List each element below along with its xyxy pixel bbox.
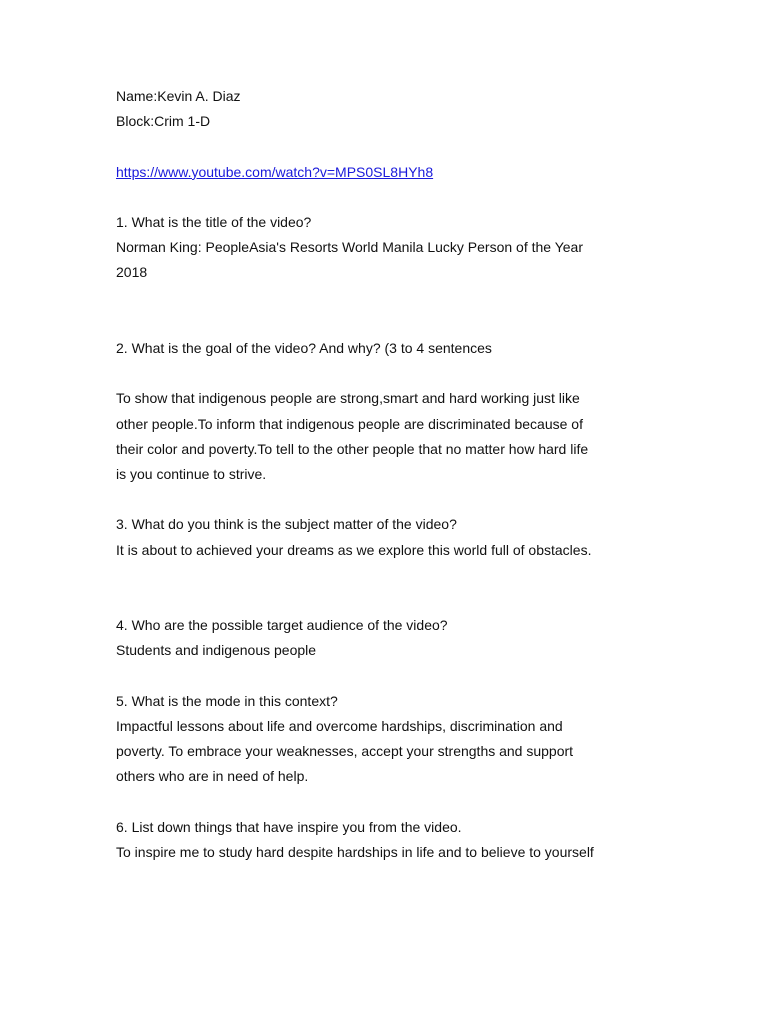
answer-2-line-2: other people.To inform that indigenous people are discriminated because of	[116, 415, 583, 432]
answer-6-line-1: To inspire me to study hard despite hardships in life and to believe to yourself	[116, 843, 594, 860]
answer-2-line-3: their color and poverty.To tell to the other people that no matter how hard life	[116, 440, 589, 457]
answer-2-line-4: is you continue to strive.	[116, 465, 267, 482]
answer-3-line-1: It is about to achieved your dreams as we explore this world full of obstacles.	[116, 541, 592, 558]
question-6: 6. List down things that have inspire you from the video.	[116, 818, 462, 835]
student-block: Block:Crim 1-D	[116, 113, 211, 130]
spacer	[116, 664, 676, 689]
answer-1-line-2: 2018	[116, 264, 148, 281]
answer-4-line-1: Students and indigenous people	[116, 642, 317, 659]
spacer	[116, 185, 676, 210]
spacer	[116, 588, 676, 613]
spacer	[116, 487, 676, 512]
spacer	[116, 134, 676, 159]
answer-5-line-1: Impactful lessons about life and overcome hardships, discrimination and	[116, 717, 563, 734]
question-1: 1. What is the title of the video?	[116, 213, 312, 230]
spacer	[116, 790, 676, 815]
question-2: 2. What is the goal of the video? And why? (3 to 4 sentences	[116, 339, 492, 356]
answer-5-line-3: others who are in need of help.	[116, 768, 309, 785]
video-link[interactable]: https://www.youtube.com/watch?v=MPS0SL8HYh8	[116, 163, 434, 180]
spacer	[116, 361, 676, 386]
spacer	[116, 563, 676, 588]
answer-2-line-1: To show that indigenous people are strong,smart and hard working just like	[116, 390, 580, 407]
student-name: Name:Kevin A. Diaz	[116, 88, 241, 104]
spacer	[116, 311, 676, 336]
spacer	[116, 286, 676, 311]
answer-1-line-1: Norman King: PeopleAsia's Resorts World Manila Lucky Person of the Year	[116, 239, 583, 256]
answer-5-line-2: poverty. To embrace your weaknesses, accept your strengths and support	[116, 743, 574, 760]
question-3: 3. What do you think is the subject matter of the video?	[116, 516, 457, 533]
question-4: 4. Who are the possible target audience of the video?	[116, 617, 448, 634]
question-5: 5. What is the mode in this context?	[116, 692, 338, 709]
document-body	[116, 84, 676, 865]
